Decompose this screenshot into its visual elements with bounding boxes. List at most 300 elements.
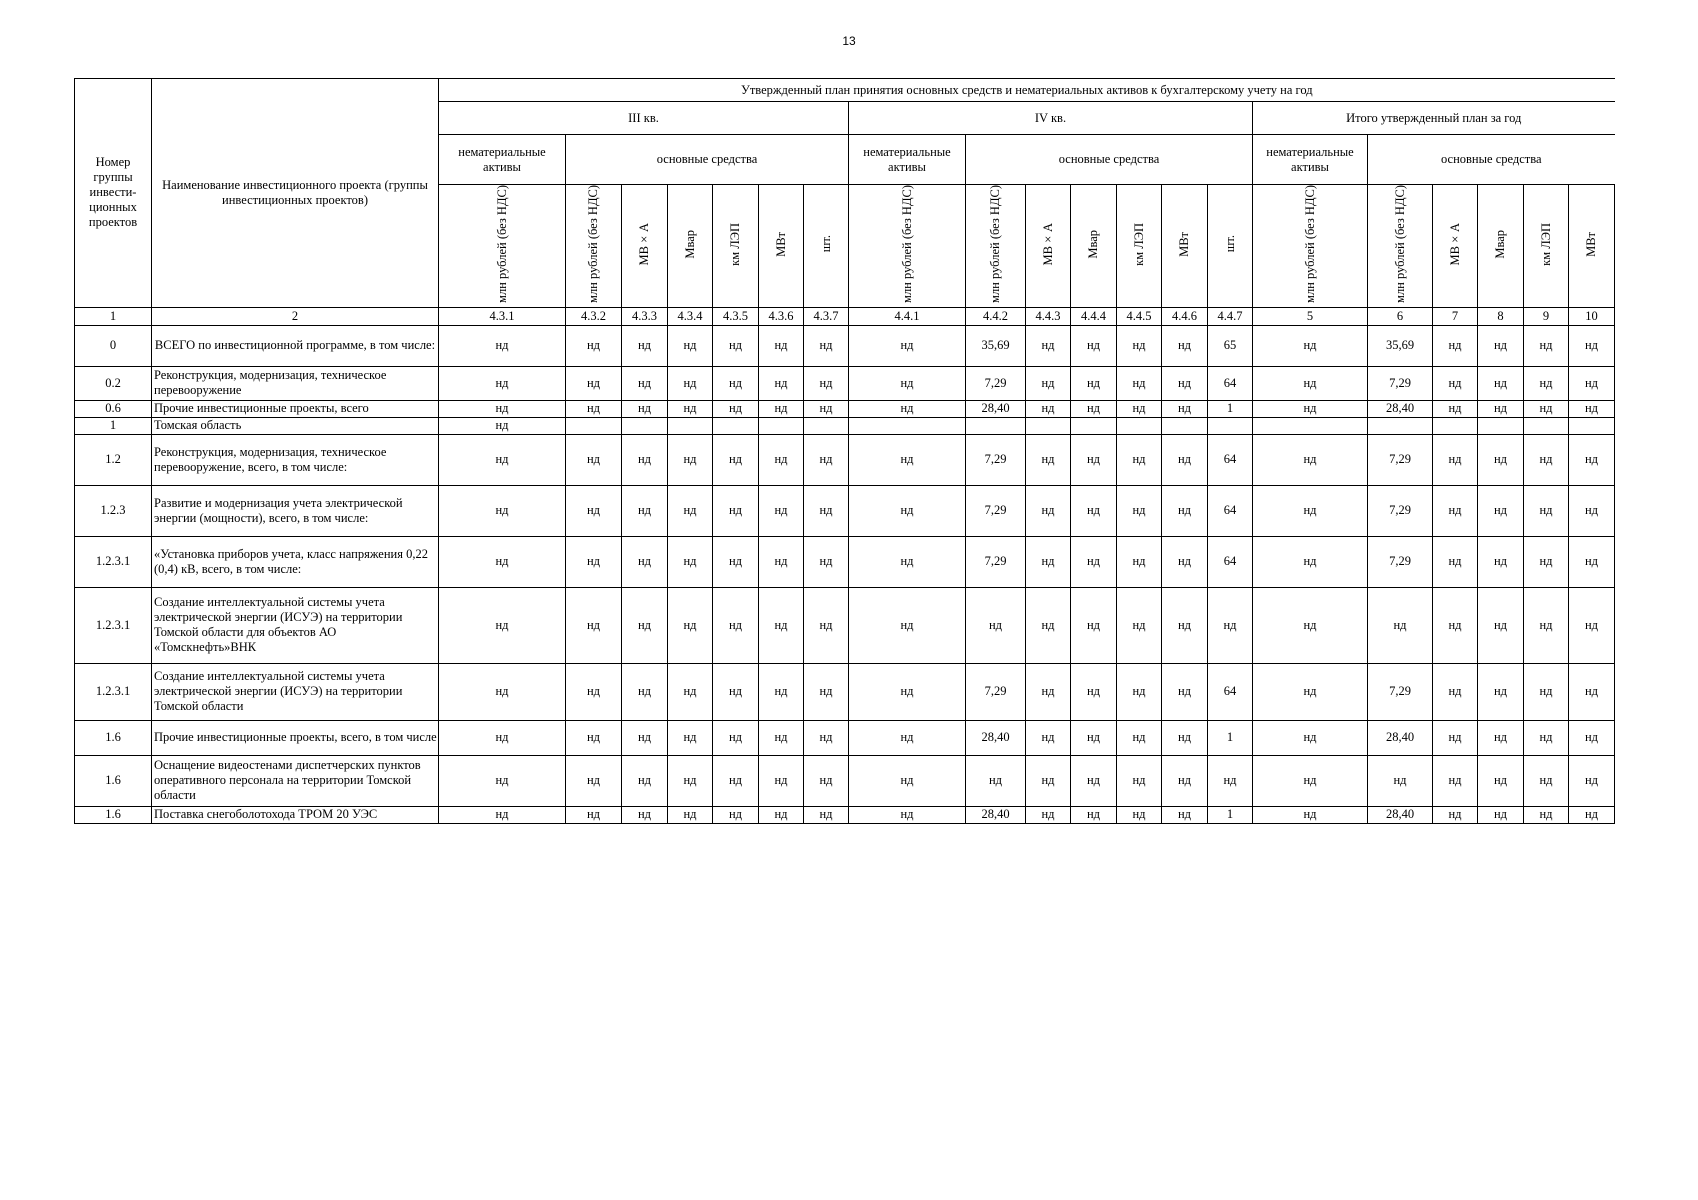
row-value: нд: [1569, 366, 1615, 400]
row-project-name: ВСЕГО по инвестиционной программе, в том числе:: [152, 325, 439, 366]
row-value: нд: [439, 417, 566, 434]
row-value: нд: [1026, 325, 1071, 366]
row-value: 7,29: [1368, 536, 1433, 587]
row-value: нд: [1524, 663, 1569, 720]
row-value: нд: [1071, 536, 1117, 587]
row-value: нд: [1117, 400, 1162, 417]
unit-header: [1433, 185, 1478, 308]
column-number: 7: [1433, 307, 1478, 325]
row-value: нд: [713, 663, 759, 720]
unit-header: [439, 185, 566, 308]
row-value: нд: [566, 434, 622, 485]
unit-header: [566, 185, 622, 308]
row-value: 28,40: [966, 806, 1026, 823]
q4-header: IV кв.: [849, 102, 1253, 135]
column-number-row: [75, 307, 1615, 325]
row-value: нд: [668, 720, 713, 755]
row-value: нд: [1117, 536, 1162, 587]
row-value: нд: [1433, 366, 1478, 400]
row-value: нд: [1162, 536, 1208, 587]
row-value: нд: [439, 400, 566, 417]
row-value: нд: [1253, 536, 1368, 587]
unit-label: км ЛЭП: [1538, 222, 1553, 266]
row-value: нд: [1026, 806, 1071, 823]
unit-label: млн рублей (без НДС): [988, 185, 1003, 303]
row-value: нд: [439, 536, 566, 587]
row-value: 28,40: [966, 720, 1026, 755]
unit-label: МВ×А: [1447, 222, 1462, 266]
row-value: 7,29: [1368, 366, 1433, 400]
unit-label: МВт: [1584, 231, 1599, 257]
unit-header: [1368, 185, 1433, 308]
row-value: нд: [1117, 434, 1162, 485]
row-value: нд: [1253, 663, 1368, 720]
unit-header: [1026, 185, 1071, 308]
row-value: нд: [566, 587, 622, 663]
row-value: нд: [622, 400, 668, 417]
row-value: нд: [713, 536, 759, 587]
row-value: нд: [622, 720, 668, 755]
row-value: нд: [1026, 755, 1071, 806]
row-value: нд: [1569, 806, 1615, 823]
row-value: нд: [622, 663, 668, 720]
row-value: нд: [1117, 663, 1162, 720]
row-value: нд: [439, 485, 566, 536]
column-number: 4.3.3: [622, 307, 668, 325]
row-value: [1368, 417, 1433, 434]
row-value: нд: [622, 366, 668, 400]
row-value: [1433, 417, 1478, 434]
unit-label: Мвар: [1493, 229, 1508, 259]
row-value: нд: [1433, 720, 1478, 755]
row-value: нд: [439, 755, 566, 806]
column-number: 4.4.6: [1162, 307, 1208, 325]
row-project-name: Томская область: [152, 417, 439, 434]
row-value: 1: [1208, 806, 1253, 823]
unit-label: млн рублей (без НДС): [586, 185, 601, 303]
row-value: нд: [1569, 434, 1615, 485]
row-value: нд: [1162, 587, 1208, 663]
row-value: нд: [1253, 587, 1368, 663]
investment-plan-table: [74, 78, 1615, 824]
row-value: нд: [668, 400, 713, 417]
column-number: 4.3.5: [713, 307, 759, 325]
row-value: нд: [668, 587, 713, 663]
row-value: [1117, 417, 1162, 434]
row-value: нд: [1253, 720, 1368, 755]
row-value: нд: [1253, 755, 1368, 806]
row-value: нд: [668, 536, 713, 587]
row-value: нд: [1026, 434, 1071, 485]
row-value: нд: [1368, 755, 1433, 806]
row-value: нд: [1162, 485, 1208, 536]
row-value: 7,29: [966, 536, 1026, 587]
row-value: нд: [1524, 536, 1569, 587]
unit-label: млн рублей (без НДС): [1302, 185, 1317, 303]
row-value: 64: [1208, 663, 1253, 720]
row-value: [1569, 417, 1615, 434]
row-value: нд: [804, 536, 849, 587]
row-value: нд: [1026, 720, 1071, 755]
row-value: нд: [1433, 755, 1478, 806]
data-rows: [75, 325, 1615, 823]
row-project-name: «Установка приборов учета, класс напряжения 0,22 (0,4) кВ, всего, в том числе:: [152, 536, 439, 587]
total-intangible-header: нематериальные активы: [1253, 135, 1368, 185]
row-value: нд: [1569, 536, 1615, 587]
row-value: 7,29: [1368, 434, 1433, 485]
row-value: 7,29: [966, 485, 1026, 536]
unit-header: [1478, 185, 1524, 308]
row-value: нд: [439, 366, 566, 400]
row-value: нд: [713, 755, 759, 806]
row-value: [1026, 417, 1071, 434]
row-value: нд: [1117, 485, 1162, 536]
row-group-number: 1.2.3.1: [75, 663, 152, 720]
row-value: нд: [759, 536, 804, 587]
row-value: нд: [1524, 434, 1569, 485]
unit-label: Мвар: [682, 229, 697, 259]
row-value: нд: [1253, 485, 1368, 536]
table-row: [75, 400, 1615, 417]
row-value: нд: [849, 587, 966, 663]
row-value: 7,29: [1368, 485, 1433, 536]
row-value: нд: [1433, 325, 1478, 366]
row-value: 35,69: [966, 325, 1026, 366]
row-value: [966, 417, 1026, 434]
unit-header: [804, 185, 849, 308]
row-value: нд: [566, 325, 622, 366]
row-value: [668, 417, 713, 434]
row-value: нд: [1478, 325, 1524, 366]
row-value: нд: [849, 400, 966, 417]
unit-header: [1208, 185, 1253, 308]
column-number: 6: [1368, 307, 1433, 325]
unit-header: [759, 185, 804, 308]
row-value: нд: [713, 434, 759, 485]
row-value: нд: [849, 755, 966, 806]
row-value: нд: [1071, 587, 1117, 663]
group-number-header: Номер группы инвести-ционных проектов: [75, 79, 152, 308]
row-project-name: Создание интеллектуальной системы учета электрической энергии (ИСУЭ) на территории Томской области: [152, 663, 439, 720]
row-value: нд: [1524, 400, 1569, 417]
row-value: нд: [713, 587, 759, 663]
row-value: нд: [1071, 325, 1117, 366]
row-value: нд: [1117, 325, 1162, 366]
row-value: нд: [1026, 485, 1071, 536]
column-number: 8: [1478, 307, 1524, 325]
row-value: нд: [759, 434, 804, 485]
unit-header: [966, 185, 1026, 308]
table-row: [75, 485, 1615, 536]
table-row: [75, 806, 1615, 823]
row-value: нд: [1433, 663, 1478, 720]
row-value: 1: [1208, 400, 1253, 417]
row-project-name: Прочие инвестиционные проекты, всего: [152, 400, 439, 417]
row-value: нд: [566, 806, 622, 823]
row-value: нд: [1026, 536, 1071, 587]
row-value: нд: [1524, 485, 1569, 536]
row-value: нд: [1117, 587, 1162, 663]
row-value: нд: [1478, 806, 1524, 823]
row-value: нд: [1026, 663, 1071, 720]
unit-label: млн рублей (без НДС): [899, 185, 914, 303]
row-value: нд: [1253, 325, 1368, 366]
row-value: [1208, 417, 1253, 434]
row-value: нд: [1162, 755, 1208, 806]
row-group-number: 0: [75, 325, 152, 366]
row-project-name: Оснащение видеостенами диспетчерских пунктов оперативного персонала на территории Томской области: [152, 755, 439, 806]
row-value: нд: [668, 663, 713, 720]
row-value: нд: [1253, 400, 1368, 417]
row-value: нд: [1162, 663, 1208, 720]
row-value: нд: [1569, 587, 1615, 663]
row-value: нд: [566, 720, 622, 755]
row-value: нд: [622, 536, 668, 587]
row-value: нд: [759, 806, 804, 823]
row-value: нд: [966, 755, 1026, 806]
project-name-header: Наименование инвестиционного проекта (группы инвестиционных проектов): [152, 79, 439, 308]
unit-header: [622, 185, 668, 308]
row-value: нд: [966, 587, 1026, 663]
q4-fixed-header: основные средства: [966, 135, 1253, 185]
row-project-name: Реконструкция, модернизация, техническое перевооружение: [152, 366, 439, 400]
row-value: нд: [1569, 485, 1615, 536]
q4-intangible-header: нематериальные активы: [849, 135, 966, 185]
row-value: нд: [1478, 663, 1524, 720]
q3-fixed-header: основные средства: [566, 135, 849, 185]
row-value: нд: [1253, 366, 1368, 400]
q3-intangible-header: нематериальные активы: [439, 135, 566, 185]
column-number: 9: [1524, 307, 1569, 325]
unit-label: млн рублей (без НДС): [494, 185, 509, 303]
unit-header: [849, 185, 966, 308]
column-number: 4.4.3: [1026, 307, 1071, 325]
unit-label: Мвар: [1086, 229, 1101, 259]
row-project-name: Поставка снегоболотохода ТРОМ 20 УЭС: [152, 806, 439, 823]
row-value: нд: [566, 536, 622, 587]
row-value: нд: [1569, 663, 1615, 720]
row-value: нд: [622, 434, 668, 485]
row-value: нд: [1253, 434, 1368, 485]
column-number: 10: [1569, 307, 1615, 325]
row-value: нд: [566, 755, 622, 806]
row-value: нд: [1162, 434, 1208, 485]
row-group-number: 1.2.3.1: [75, 536, 152, 587]
row-group-number: 0.2: [75, 366, 152, 400]
row-value: нд: [566, 400, 622, 417]
row-value: 64: [1208, 536, 1253, 587]
plan-title-header: Утвержденный план принятия основных средств и нематериальных активов к бухгалтерскому учету на год: [439, 79, 1615, 102]
column-number: 4.3.4: [668, 307, 713, 325]
row-value: нд: [1478, 536, 1524, 587]
row-value: нд: [668, 434, 713, 485]
row-value: нд: [1433, 806, 1478, 823]
row-value: 7,29: [966, 366, 1026, 400]
row-value: нд: [849, 663, 966, 720]
row-value: нд: [1208, 587, 1253, 663]
row-value: нд: [1117, 720, 1162, 755]
row-value: нд: [1433, 400, 1478, 417]
row-value: нд: [713, 325, 759, 366]
row-value: нд: [713, 806, 759, 823]
column-number: 4.3.7: [804, 307, 849, 325]
row-value: нд: [713, 485, 759, 536]
row-value: нд: [1026, 400, 1071, 417]
row-value: 7,29: [1368, 663, 1433, 720]
row-group-number: 1.2: [75, 434, 152, 485]
row-value: 65: [1208, 325, 1253, 366]
unit-label: МВт: [773, 231, 788, 257]
unit-label: млн рублей (без НДС): [1392, 185, 1407, 303]
q3-header: III кв.: [439, 102, 849, 135]
row-value: нд: [566, 366, 622, 400]
row-value: нд: [759, 663, 804, 720]
row-value: нд: [804, 485, 849, 536]
total-header: Итого утвержденный план за год: [1253, 102, 1615, 135]
column-number: 4.3.6: [759, 307, 804, 325]
row-value: нд: [804, 806, 849, 823]
row-value: нд: [849, 366, 966, 400]
row-value: нд: [849, 720, 966, 755]
row-value: нд: [1524, 587, 1569, 663]
row-value: нд: [1071, 434, 1117, 485]
row-value: нд: [668, 755, 713, 806]
row-value: нд: [439, 720, 566, 755]
table-row: [75, 434, 1615, 485]
column-number: 1: [75, 307, 152, 325]
row-value: нд: [1208, 755, 1253, 806]
column-number: 5: [1253, 307, 1368, 325]
row-value: нд: [1569, 325, 1615, 366]
row-value: нд: [804, 366, 849, 400]
row-value: 28,40: [966, 400, 1026, 417]
row-value: нд: [622, 325, 668, 366]
row-value: 28,40: [1368, 806, 1433, 823]
table-row: [75, 536, 1615, 587]
row-value: нд: [849, 434, 966, 485]
column-number: 4.4.4: [1071, 307, 1117, 325]
row-value: [1478, 417, 1524, 434]
unit-header: [1569, 185, 1615, 308]
row-value: [566, 417, 622, 434]
row-project-name: Прочие инвестиционные проекты, всего, в том числе: [152, 720, 439, 755]
unit-header: [713, 185, 759, 308]
row-value: нд: [1071, 720, 1117, 755]
column-number: 4.4.5: [1117, 307, 1162, 325]
row-value: нд: [1569, 755, 1615, 806]
row-value: нд: [668, 806, 713, 823]
row-value: нд: [1524, 806, 1569, 823]
column-number: 4.4.7: [1208, 307, 1253, 325]
row-value: нд: [439, 806, 566, 823]
row-project-name: Развитие и модернизация учета электрической энергии (мощности), всего, в том числе:: [152, 485, 439, 536]
row-value: нд: [713, 720, 759, 755]
row-value: нд: [1162, 325, 1208, 366]
row-value: нд: [1524, 366, 1569, 400]
row-value: нд: [849, 325, 966, 366]
row-project-name: Реконструкция, модернизация, техническое перевооружение, всего, в том числе:: [152, 434, 439, 485]
unit-header: [1071, 185, 1117, 308]
row-value: нд: [1071, 806, 1117, 823]
row-value: нд: [1253, 806, 1368, 823]
row-value: нд: [439, 587, 566, 663]
unit-label: шт.: [1222, 235, 1237, 253]
row-value: [1071, 417, 1117, 434]
row-value: 64: [1208, 366, 1253, 400]
row-value: [713, 417, 759, 434]
unit-label: км ЛЭП: [728, 222, 743, 266]
row-value: нд: [1478, 366, 1524, 400]
row-value: 28,40: [1368, 720, 1433, 755]
row-value: нд: [759, 755, 804, 806]
row-value: нд: [1478, 720, 1524, 755]
row-value: нд: [1071, 755, 1117, 806]
total-fixed-header: основные средства: [1368, 135, 1615, 185]
row-value: 1: [1208, 720, 1253, 755]
row-value: нд: [759, 366, 804, 400]
column-number: 2: [152, 307, 439, 325]
unit-header: [1253, 185, 1368, 308]
unit-label: шт.: [818, 235, 833, 253]
row-value: нд: [804, 587, 849, 663]
row-value: нд: [1071, 663, 1117, 720]
row-value: нд: [1117, 366, 1162, 400]
row-group-number: 1.2.3.1: [75, 587, 152, 663]
row-value: нд: [622, 806, 668, 823]
row-value: нд: [1433, 587, 1478, 663]
row-value: нд: [849, 485, 966, 536]
row-value: нд: [804, 663, 849, 720]
row-value: нд: [759, 400, 804, 417]
row-value: 64: [1208, 485, 1253, 536]
row-value: нд: [1117, 806, 1162, 823]
row-value: нд: [1162, 400, 1208, 417]
row-value: нд: [622, 587, 668, 663]
row-value: [849, 417, 966, 434]
table-row: [75, 663, 1615, 720]
row-value: нд: [1569, 400, 1615, 417]
row-value: нд: [1478, 400, 1524, 417]
row-value: нд: [668, 366, 713, 400]
row-group-number: 1.2.3: [75, 485, 152, 536]
column-number: 4.4.2: [966, 307, 1026, 325]
row-value: нд: [1026, 366, 1071, 400]
row-value: нд: [804, 434, 849, 485]
row-value: нд: [1524, 755, 1569, 806]
column-number: 4.3.2: [566, 307, 622, 325]
unit-label: МВ×А: [1040, 222, 1055, 266]
row-value: нд: [759, 720, 804, 755]
row-value: 35,69: [1368, 325, 1433, 366]
row-value: [759, 417, 804, 434]
row-value: [1253, 417, 1368, 434]
unit-header: [1524, 185, 1569, 308]
table-row: [75, 417, 1615, 434]
row-value: нд: [622, 755, 668, 806]
row-value: [1162, 417, 1208, 434]
row-value: [804, 417, 849, 434]
row-value: 7,29: [966, 434, 1026, 485]
table-row: [75, 325, 1615, 366]
unit-label: МВт: [1177, 231, 1192, 257]
unit-label: км ЛЭП: [1131, 222, 1146, 266]
row-value: нд: [1478, 434, 1524, 485]
row-value: нд: [1478, 587, 1524, 663]
row-value: нд: [849, 806, 966, 823]
row-value: нд: [759, 325, 804, 366]
column-number: 4.4.1: [849, 307, 966, 325]
row-value: нд: [1433, 434, 1478, 485]
